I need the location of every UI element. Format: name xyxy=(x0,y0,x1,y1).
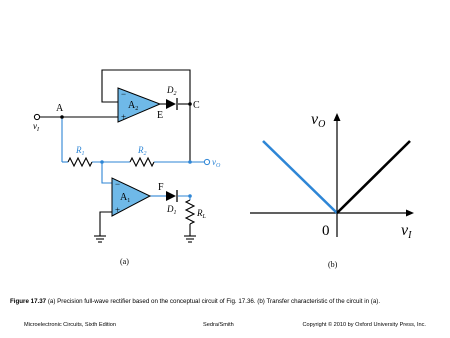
diode-d1 xyxy=(166,190,177,202)
input-voltage-label: $v_I$ xyxy=(33,121,39,133)
resistor-r1-label: $R_1$ xyxy=(76,145,85,157)
y-axis-arrow xyxy=(334,113,341,121)
node-a-label: A xyxy=(56,103,64,114)
output-terminal xyxy=(204,159,209,164)
x-axis-arrow xyxy=(406,210,414,217)
ground-a1 xyxy=(94,236,106,242)
resistor-r2 xyxy=(130,158,154,166)
input-terminal xyxy=(34,114,39,119)
transfer-characteristic xyxy=(250,111,414,269)
node-e-label: E xyxy=(157,110,164,121)
footer-authors: Sedra/Smith xyxy=(203,322,234,328)
origin-label: 0 xyxy=(322,223,330,239)
wire-plus-a1-ground xyxy=(100,212,112,236)
opamp-a1-plus: + xyxy=(115,205,121,215)
opamp-a1-minus: − xyxy=(115,179,121,189)
diode-d1-label: $D_1$ xyxy=(167,204,177,216)
figure-caption-text: (a) Precision full-wave rectifier based on the conceptual circuit of Fig. 17.36. (b) Transfer characteristic of the circuit in (a). xyxy=(46,298,381,305)
positive-branch-line xyxy=(337,141,410,213)
resistor-r1 xyxy=(68,158,92,166)
opamp-a1-label: $A_1$ xyxy=(120,192,131,204)
circuit-diagram xyxy=(33,70,221,266)
node-f-label: F xyxy=(158,182,164,193)
output-voltage-label: $v_O$ xyxy=(212,157,221,169)
junction-f xyxy=(188,194,192,198)
junction-a xyxy=(60,115,64,119)
wire-d1-to-load xyxy=(178,196,190,200)
junction-out xyxy=(188,160,192,164)
footer-copyright: Copyright © 2010 by Oxford University Press, Inc. xyxy=(302,322,426,328)
figure-number: Figure 17.37 xyxy=(10,298,47,305)
ground-load xyxy=(184,236,196,242)
diode-d2 xyxy=(166,98,177,110)
resistor-rl xyxy=(186,200,194,224)
negative-branch-line xyxy=(263,141,337,213)
opamp-a2-minus: − xyxy=(121,89,127,99)
node-c-label: C xyxy=(193,100,200,111)
figure-caption xyxy=(10,298,440,306)
load-resistor-label: $R_L$ xyxy=(197,208,206,220)
x-axis-label: vI xyxy=(401,222,412,241)
junction-minus-a1 xyxy=(100,160,104,164)
opamp-a2-label: $A_2$ xyxy=(128,100,139,112)
diode-d2-label: $D_2$ xyxy=(167,85,177,97)
resistor-r2-label: $R_2$ xyxy=(138,145,147,157)
wire-node-to-minus-a1 xyxy=(102,162,112,183)
panel-a-label: (a) xyxy=(120,257,129,266)
junction-c xyxy=(188,102,192,106)
y-axis-label: vO xyxy=(311,111,326,130)
panel-b-label: (b) xyxy=(328,260,338,269)
footer-book-title: Microelectronic Circuits, Sixth Edition xyxy=(24,322,117,328)
opamp-a2-plus: + xyxy=(121,112,127,122)
